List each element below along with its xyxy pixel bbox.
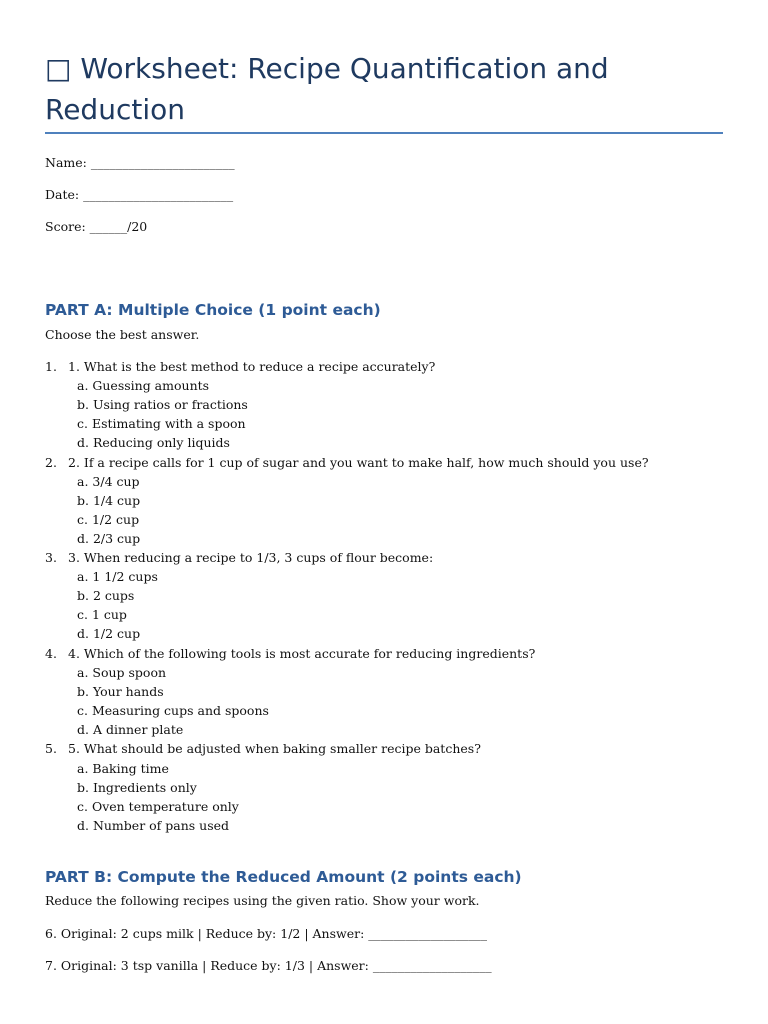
answer-option: a. Baking time — [77, 761, 169, 776]
answer-option: b. Your hands — [77, 684, 164, 699]
question-number: 2. — [45, 455, 57, 470]
answer-option: d. 1/2 cup — [77, 626, 141, 641]
date-field: Date: ________________________ — [45, 187, 234, 202]
answer-option: c. 1/2 cup — [77, 512, 140, 527]
question-text: 4. Which of the following tools is most accurate for reducing ingredients? — [68, 646, 536, 661]
question-number: 3. — [45, 550, 57, 565]
page-title: □ Worksheet: Recipe Quantification and Reduction — [45, 52, 609, 126]
compute-item: 7. Original: 3 tsp vanilla | Reduce by: 1/3 | Answer: ___________________ — [45, 958, 492, 973]
answer-option: a. 1 1/2 cups — [77, 569, 158, 584]
compute-item: 6. Original: 2 cups milk | Reduce by: 1/2 | Answer: ___________________ — [45, 926, 488, 941]
answer-option: a. 3/4 cup — [77, 474, 140, 489]
part-b-heading: PART B: Compute the Reduced Amount (2 points each) — [45, 868, 522, 886]
answer-option: b. Using ratios or fractions — [77, 397, 248, 412]
question-number: 4. — [45, 646, 57, 661]
answer-option: d. A dinner plate — [77, 722, 184, 737]
answer-option: d. Reducing only liquids — [77, 435, 230, 450]
answer-option: c. 1 cup — [77, 607, 127, 622]
answer-option: b. 1/4 cup — [77, 493, 141, 508]
score-field: Score: ______/20 — [45, 219, 148, 234]
part-a-heading: PART A: Multiple Choice (1 point each) — [45, 301, 381, 319]
question-text: 2. If a recipe calls for 1 cup of sugar and you want to make half, how much should you use? — [68, 455, 649, 470]
answer-option: d. Number of pans used — [77, 818, 230, 833]
question-number: 1. — [45, 359, 57, 374]
answer-option: c. Oven temperature only — [77, 799, 239, 814]
answer-option: c. Estimating with a spoon — [77, 416, 246, 431]
part-a-instruction: Choose the best answer. — [45, 327, 200, 342]
question-number: 5. — [45, 741, 57, 756]
question-text: 1. What is the best method to reduce a recipe accurately? — [68, 359, 436, 374]
question-text: 5. What should be adjusted when baking smaller recipe batches? — [68, 741, 481, 756]
part-b-instruction: Reduce the following recipes using the given ratio. Show your work. — [45, 893, 480, 908]
answer-option: a. Guessing amounts — [77, 378, 210, 393]
answer-option: a. Soup spoon — [77, 665, 167, 680]
answer-option: c. Measuring cups and spoons — [77, 703, 269, 718]
title-divider — [45, 132, 723, 134]
answer-option: b. Ingredients only — [77, 780, 197, 795]
question-text: 3. When reducing a recipe to 1/3, 3 cups of flour become: — [68, 550, 434, 565]
answer-option: d. 2/3 cup — [77, 531, 141, 546]
name-field: Name: _______________________ — [45, 155, 235, 170]
answer-option: b. 2 cups — [77, 588, 135, 603]
